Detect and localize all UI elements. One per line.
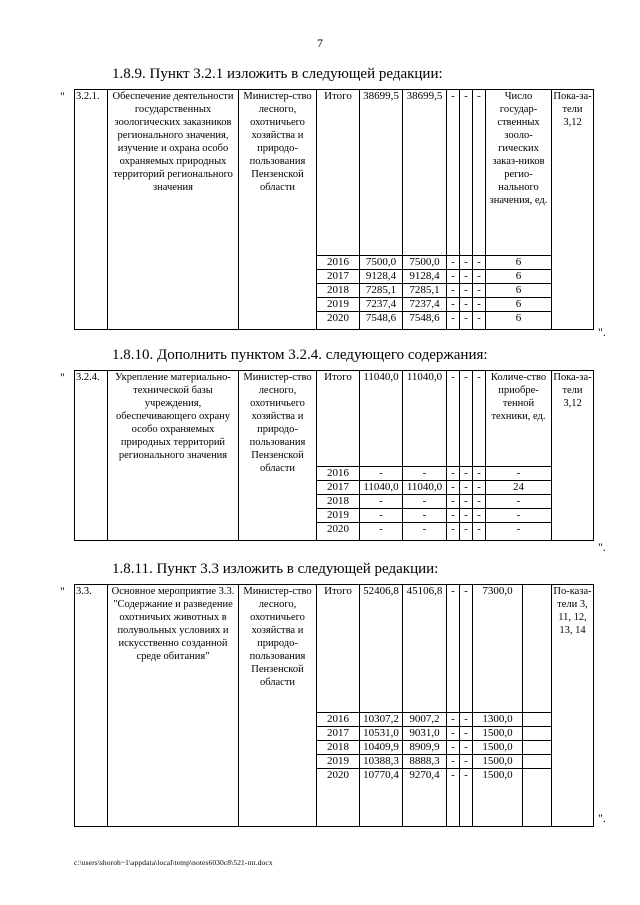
local-budget-cell: - (460, 755, 473, 769)
total-cell: - (360, 467, 403, 481)
local-budget-cell: - (460, 741, 473, 755)
year-cell: 2019 (317, 755, 360, 769)
total-cell: 11040,0 (360, 371, 403, 467)
regional-budget-cell: 7548,6 (403, 312, 447, 330)
local-budget-cell: - (460, 727, 473, 741)
federal-budget-cell: - (447, 741, 460, 755)
federal-budget-cell: - (447, 312, 460, 330)
local-budget-cell: - (460, 90, 473, 256)
other-sources-cell: - (473, 312, 486, 330)
other-sources-cell: - (473, 298, 486, 312)
total-cell: 10531,0 (360, 727, 403, 741)
item-executor: Министер-ство лесного, охотничьего хозяйства и природо-пользования Пензенской области (239, 585, 317, 827)
other-sources-cell: 1500,0 (473, 727, 523, 741)
year-cell: 2020 (317, 523, 360, 541)
year-cell: 2018 (317, 741, 360, 755)
indicator-ref: По-каза-тели 3, 11, 12, 13, 14 (552, 585, 594, 827)
local-budget-cell: - (460, 495, 473, 509)
total-cell: 7285,1 (360, 284, 403, 298)
other-sources-cell: 1500,0 (473, 769, 523, 827)
regional-budget-cell: - (403, 495, 447, 509)
close-quote: ". (598, 811, 606, 825)
federal-budget-cell: - (447, 90, 460, 256)
year-cell: 2016 (317, 713, 360, 727)
year-cell: 2019 (317, 298, 360, 312)
local-budget-cell: - (460, 769, 473, 827)
regional-budget-cell: 9031,0 (403, 727, 447, 741)
indicator-value: 6 (486, 284, 552, 298)
regional-budget-cell: 45106,8 (403, 585, 447, 713)
indicator-value: 24 (486, 481, 552, 495)
total-cell: 10409,9 (360, 741, 403, 755)
year-cell: 2017 (317, 270, 360, 284)
year-cell: 2018 (317, 495, 360, 509)
program-table (74, 370, 594, 541)
total-cell: 10388,3 (360, 755, 403, 769)
federal-budget-cell: - (447, 467, 460, 481)
other-sources-cell: - (473, 371, 486, 467)
indicator-value (523, 769, 552, 827)
indicator-value: 6 (486, 298, 552, 312)
federal-budget-cell: - (447, 509, 460, 523)
regional-budget-cell: 8909,9 (403, 741, 447, 755)
total-cell: 11040,0 (360, 481, 403, 495)
indicator-value: 6 (486, 270, 552, 284)
close-quote: ". (598, 540, 606, 554)
item-name: Укрепление материально-технической базы учреждения, обеспечивающего охрану особо охраняемых природных территорий регионального значения (108, 371, 239, 541)
item-executor: Министер-ство лесного, охотничьего хозяйства и природо-пользования Пензенской области (239, 90, 317, 330)
indicator-value: - (486, 467, 552, 481)
year-cell: 2020 (317, 312, 360, 330)
section-heading: 1.8.10. Дополнить пунктом 3.2.4. следующего содержания: (112, 347, 488, 363)
federal-budget-cell: - (447, 727, 460, 741)
indicator-value (523, 727, 552, 741)
federal-budget-cell: - (447, 755, 460, 769)
total-cell: 7548,6 (360, 312, 403, 330)
year-cell: Итого (317, 371, 360, 467)
indicator-value: 6 (486, 256, 552, 270)
year-cell: 2020 (317, 769, 360, 827)
local-budget-cell: - (460, 509, 473, 523)
indicator-ref: Пока-за-тели 3,12 (552, 90, 594, 330)
indicator-ref: Пока-за-тели 3,12 (552, 371, 594, 541)
other-sources-cell: - (473, 495, 486, 509)
total-cell: 10307,2 (360, 713, 403, 727)
regional-budget-cell: 9128,4 (403, 270, 447, 284)
total-cell: - (360, 495, 403, 509)
regional-budget-cell: 11040,0 (403, 371, 447, 467)
regional-budget-cell: - (403, 467, 447, 481)
local-budget-cell: - (460, 256, 473, 270)
total-cell: 7500,0 (360, 256, 403, 270)
indicator-name: Число государ-ственных зооло-гических заказ-ников регио-нального значения, ед. (486, 90, 552, 256)
indicator-name (523, 585, 552, 713)
section-heading: 1.8.11. Пункт 3.3 изложить в следующей редакции: (112, 561, 439, 577)
other-sources-cell: - (473, 270, 486, 284)
local-budget-cell: - (460, 467, 473, 481)
open-quote: " (60, 370, 65, 384)
item-code: 3.2.4. (75, 371, 108, 541)
other-sources-cell: - (473, 481, 486, 495)
regional-budget-cell: 7500,0 (403, 256, 447, 270)
local-budget-cell: - (460, 312, 473, 330)
regional-budget-cell: 9270,4 (403, 769, 447, 827)
total-cell: 10770,4 (360, 769, 403, 827)
year-cell: 2017 (317, 481, 360, 495)
local-budget-cell: - (460, 523, 473, 541)
regional-budget-cell: 7237,4 (403, 298, 447, 312)
other-sources-cell: 1300,0 (473, 713, 523, 727)
local-budget-cell: - (460, 298, 473, 312)
year-cell: Итого (317, 90, 360, 256)
item-executor: Министер-ство лесного, охотничьего хозяйства и природо-пользования Пензенской области (239, 371, 317, 541)
local-budget-cell: - (460, 481, 473, 495)
federal-budget-cell: - (447, 298, 460, 312)
section-heading: 1.8.9. Пункт 3.2.1 изложить в следующей редакции: (112, 66, 443, 82)
federal-budget-cell: - (447, 713, 460, 727)
total-cell: 38699,5 (360, 90, 403, 256)
federal-budget-cell: - (447, 481, 460, 495)
other-sources-cell: - (473, 90, 486, 256)
federal-budget-cell: - (447, 256, 460, 270)
federal-budget-cell: - (447, 284, 460, 298)
other-sources-cell: - (473, 467, 486, 481)
indicator-value: 6 (486, 312, 552, 330)
indicator-value: - (486, 509, 552, 523)
federal-budget-cell: - (447, 270, 460, 284)
regional-budget-cell: 8888,3 (403, 755, 447, 769)
item-name: Основное мероприятие 3.3. "Содержание и разведение охотничьих животных в полувольных условиях и искусственно созданной среде обитания" (108, 585, 239, 827)
regional-budget-cell: - (403, 509, 447, 523)
total-cell: 52406,8 (360, 585, 403, 713)
indicator-name: Количе-ство приобре-тенной техники, ед. (486, 371, 552, 467)
local-budget-cell: - (460, 713, 473, 727)
program-table (74, 584, 594, 827)
year-cell: 2018 (317, 284, 360, 298)
close-quote: ". (598, 325, 606, 339)
regional-budget-cell: - (403, 523, 447, 541)
other-sources-cell: - (473, 523, 486, 541)
federal-budget-cell: - (447, 769, 460, 827)
year-cell: Итого (317, 585, 360, 713)
year-cell: 2019 (317, 509, 360, 523)
regional-budget-cell: 38699,5 (403, 90, 447, 256)
other-sources-cell: 1500,0 (473, 755, 523, 769)
indicator-value: - (486, 523, 552, 541)
program-table (74, 89, 594, 330)
regional-budget-cell: 9007,2 (403, 713, 447, 727)
federal-budget-cell: - (447, 495, 460, 509)
page-number: 7 (317, 36, 323, 50)
local-budget-cell: - (460, 585, 473, 713)
other-sources-cell: - (473, 284, 486, 298)
total-cell: - (360, 509, 403, 523)
year-cell: 2016 (317, 256, 360, 270)
open-quote: " (60, 584, 65, 598)
local-budget-cell: - (460, 284, 473, 298)
other-sources-cell: 1500,0 (473, 741, 523, 755)
indicator-value (523, 741, 552, 755)
total-cell: - (360, 523, 403, 541)
local-budget-cell: - (460, 270, 473, 284)
indicator-value: - (486, 495, 552, 509)
item-name: Обеспечение деятельности государственных зоологических заказников регионального значения, изучение и охрана особо охраняемых природных территорий регионального значения (108, 90, 239, 330)
other-sources-cell: - (473, 509, 486, 523)
item-code: 3.3. (75, 585, 108, 827)
total-cell: 7237,4 (360, 298, 403, 312)
open-quote: " (60, 89, 65, 103)
federal-budget-cell: - (447, 523, 460, 541)
other-sources-cell: 7300,0 (473, 585, 523, 713)
regional-budget-cell: 11040,0 (403, 481, 447, 495)
year-cell: 2016 (317, 467, 360, 481)
regional-budget-cell: 7285,1 (403, 284, 447, 298)
footer-file-path: c:\users\shoroh~1\appdata\local\temp\notes6030c8\521-пп.docx (74, 858, 273, 867)
other-sources-cell: - (473, 256, 486, 270)
year-cell: 2017 (317, 727, 360, 741)
total-cell: 9128,4 (360, 270, 403, 284)
indicator-value (523, 713, 552, 727)
item-code: 3.2.1. (75, 90, 108, 330)
indicator-value (523, 755, 552, 769)
federal-budget-cell: - (447, 585, 460, 713)
local-budget-cell: - (460, 371, 473, 467)
federal-budget-cell: - (447, 371, 460, 467)
